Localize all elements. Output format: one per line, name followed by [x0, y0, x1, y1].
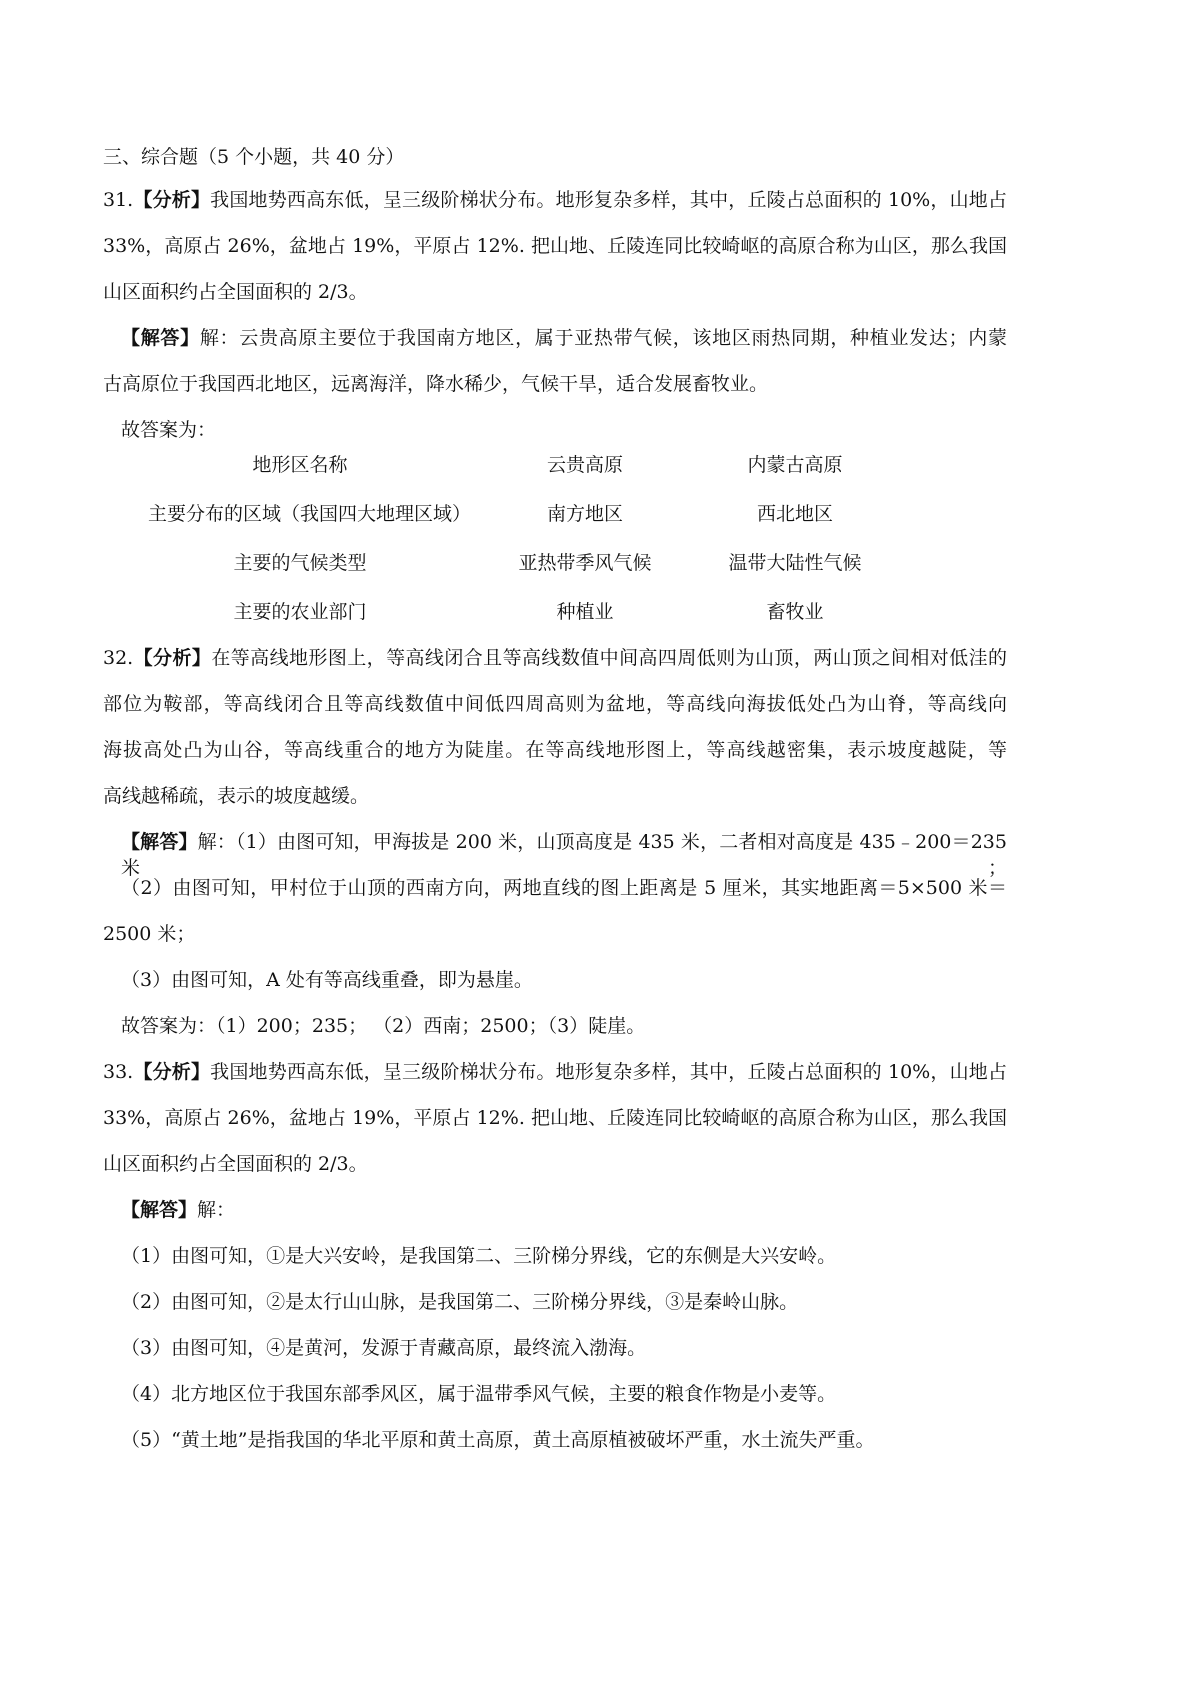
q31-answer-line-1	[121, 325, 1007, 351]
table-cell: 南方地区	[546, 503, 623, 525]
q33-answer-tag: 【解答】	[121, 1199, 198, 1221]
q31-answer-line-2: 古高原位于我国西北地区，远离海洋，降水稀少，气候干旱，适合发展畜牧业。	[103, 373, 769, 395]
q32-answer-line-4: （3）由图可知，A 处有等高线重叠，即为悬崖。	[121, 969, 533, 991]
section-heading: 三、综合题（5 个小题，共 40 分）	[103, 146, 405, 168]
q31-conclusion: 故答案为：	[121, 419, 217, 441]
q31-answer-text-1: 解：云贵高原主要位于我国南方地区，属于亚热带气候，该地区雨热同期，种植业发达；内蒙	[199, 327, 1007, 349]
q33-number: 33.	[103, 1061, 134, 1083]
q32-answer-line-5: 故答案为：（1）200；235； （2）西南；2500；（3）陡崖。	[121, 1015, 646, 1037]
q33-answer-intro-line	[121, 1197, 235, 1223]
q33-analysis-line-3: 山区面积约占全国面积的 2/3。	[103, 1153, 368, 1175]
table-cell-row-header: 主要分布的区域（我国四大地理区域）	[148, 503, 472, 525]
table-cell: 畜牧业	[766, 601, 824, 623]
q32-analysis-line-4: 高线越稀疏，表示的坡度越缓。	[103, 785, 370, 807]
q32-answer-text-1: 解：（1）由图可知，甲海拔是 200 米，山顶高度是 435 米，二者相对高度是 435﹣200＝235 米；	[121, 831, 1007, 879]
q33-answer-line-2: （2）由图可知，②是太行山山脉，是我国第二、三阶梯分界线，③是秦岭山脉。	[121, 1291, 799, 1313]
q33-answer-line-5: （5）“黄土地”是指我国的华北平原和黄土高原，黄土高原植被破坏严重，水土流失严重。	[121, 1429, 875, 1451]
q32-answer-line-1	[121, 829, 1007, 879]
table-cell: 内蒙古高原	[747, 454, 843, 476]
q33-answer-line-3: （3）由图可知，④是黄河，发源于青藏高原，最终流入渤海。	[121, 1337, 647, 1359]
q32-answer-line-2: （2）由图可知，甲村位于山顶的西南方向，两地直线的图上距离是 5 厘米，其实地距离＝5×500 米＝	[121, 877, 1007, 899]
q31-analysis-line-2: 33%，高原占 26%，盆地占 19%，平原占 12%. 把山地、丘陵连同比较崎岖的高原合称为山区，那么我国	[103, 235, 1007, 257]
q32-analysis-text-1: 在等高线地形图上，等高线闭合且等高线数值中间高四周低则为山顶，两山顶之间相对低洼的	[211, 647, 1007, 669]
q32-analysis-line-3: 海拔高处凸为山谷，等高线重合的地方为陡崖。在等高线地形图上，等高线越密集，表示坡度越陡，等	[103, 739, 1007, 761]
q33-analysis-text-1: 我国地势西高东低，呈三级阶梯状分布。地形复杂多样，其中，丘陵占总面积的 10%，山地占	[210, 1061, 1007, 1083]
table-cell: 西北地区	[756, 503, 833, 525]
table-cell: 云贵高原	[546, 454, 623, 476]
q33-analysis-line-1	[103, 1059, 1007, 1085]
table-cell-row-header: 地形区名称	[252, 454, 348, 476]
table-cell: 亚热带季风气候	[518, 552, 652, 574]
q33-answer-line-4: （4）北方地区位于我国东部季风区，属于温带季风气候，主要的粮食作物是小麦等。	[121, 1383, 837, 1405]
table-cell: 温带大陆性气候	[728, 552, 862, 574]
q33-analysis-tag: 【分析】	[133, 1061, 211, 1083]
q32-answer-tag: 【解答】	[121, 831, 198, 853]
q32-number: 32.	[103, 647, 134, 669]
q33-answer-intro: 解：	[197, 1199, 236, 1221]
table-cell-row-header: 主要的农业部门	[233, 601, 367, 623]
q31-number: 31.	[103, 189, 134, 211]
q32-answer-line-3: 2500 米；	[103, 923, 196, 945]
table-cell-row-header: 主要的气候类型	[233, 552, 367, 574]
q31-answer-tag: 【解答】	[121, 327, 200, 349]
q31-analysis-line-3: 山区面积约占全国面积的 2/3。	[103, 281, 368, 303]
q32-analysis-line-2: 部位为鞍部，等高线闭合且等高线数值中间低四周高则为盆地，等高线向海拔低处凸为山脊，等高线向	[103, 693, 1007, 715]
q31-analysis-tag: 【分析】	[133, 189, 211, 211]
q33-answer-line-1: （1）由图可知，①是大兴安岭，是我国第二、三阶梯分界线，它的东侧是大兴安岭。	[121, 1245, 837, 1267]
q32-analysis-tag: 【分析】	[133, 647, 212, 669]
q31-analysis-line-1	[103, 187, 1007, 213]
q32-analysis-line-1	[103, 645, 1007, 671]
table-cell: 种植业	[556, 601, 614, 623]
q33-analysis-line-2: 33%，高原占 26%，盆地占 19%，平原占 12%. 把山地、丘陵连同比较崎岖的高原合称为山区，那么我国	[103, 1107, 1007, 1129]
q31-analysis-text-1: 我国地势西高东低，呈三级阶梯状分布。地形复杂多样，其中，丘陵占总面积的 10%，山地占	[210, 189, 1007, 211]
